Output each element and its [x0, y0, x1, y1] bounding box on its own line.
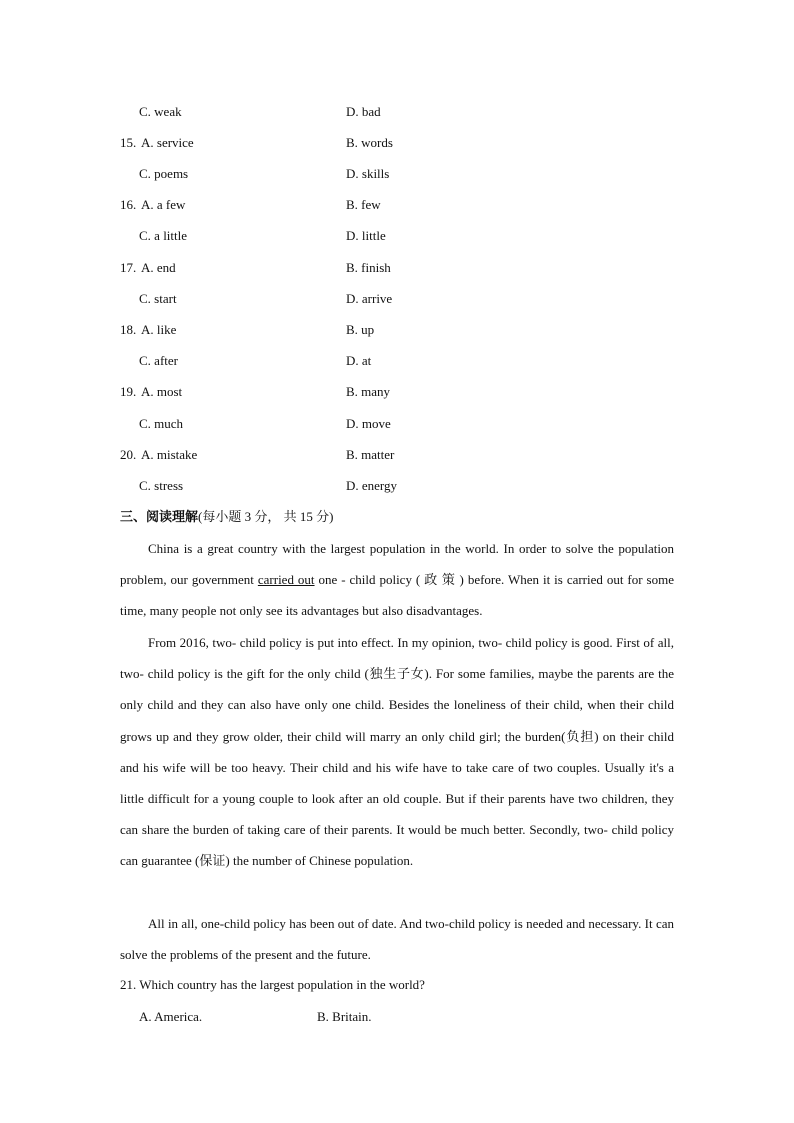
option-a: A. like: [141, 322, 177, 337]
option-d: D. energy: [346, 478, 398, 493]
paragraph-3-text: All in all, one-child policy has been out of date. And two-child policy is needed and necessary. It can solve the problems of the present and the future.: [120, 916, 674, 963]
option-c: C. a little: [139, 228, 188, 243]
section-heading: [120, 507, 333, 527]
option-b: B. words: [346, 135, 393, 150]
option-b: B. many: [346, 384, 391, 399]
option-a: A. America.: [139, 1009, 203, 1024]
paragraph-2-text: From 2016, two- child policy is put into effect. In my opinion, two- child policy is good. First of all, two- child policy is the gift for the only child (独生子女). For some families, maybe the parents are the only child and they can also have only one child. Besides the loneliness of their child, when their child grows up and they grow older, their child will marry an only child girl; the burden(负担) on their child and his wife will be too heavy. Their child and his wife have to take care of two couples. Usually it's a little difficult for a young couple to look after an old couple. But if their parents have two children, they can share the burden of taking care of their parents. It would be much better. Secondly, two- child policy can guarantee (保证) the number of Chinese population.: [120, 635, 674, 869]
question-number: 18.: [120, 322, 137, 337]
question-number: 20.: [120, 447, 137, 462]
section-note: (每小题 3 分， 共 15 分): [198, 509, 334, 524]
option-c: C. much: [139, 416, 184, 431]
option-b: B. few: [346, 197, 381, 212]
option-d: D. at: [346, 353, 372, 368]
option-a: A. service: [141, 135, 194, 150]
question-number: 16.: [120, 197, 137, 212]
option-c: C. start: [139, 291, 177, 306]
option-a: A. a few: [141, 197, 186, 212]
option-d: D. little: [346, 228, 386, 243]
option-b: B. matter: [346, 447, 395, 462]
option-a: A. mistake: [141, 447, 198, 462]
option-b: B. up: [346, 322, 375, 337]
question-number: 15.: [120, 135, 137, 150]
option-c: C. stress: [139, 478, 184, 493]
question-21-stem: 21. Which country has the largest population in the world?: [120, 977, 425, 992]
option-d: D. skills: [346, 166, 390, 181]
option-d: D. arrive: [346, 291, 393, 306]
passage-paragraph-3: [120, 908, 674, 970]
option-b: B. finish: [346, 260, 391, 275]
option-b: B. Britain.: [317, 1009, 372, 1024]
question-number: 17.: [120, 260, 137, 275]
option-d: D. bad: [346, 104, 381, 119]
question-number: 19.: [120, 384, 137, 399]
option-a: A. most: [141, 384, 183, 399]
option-d: D. move: [346, 416, 391, 431]
option-c: C. poems: [139, 166, 189, 181]
option-c: C. after: [139, 353, 178, 368]
section-title: 三、阅读理解: [120, 509, 199, 524]
passage-paragraph-1: [120, 533, 674, 627]
paragraph-1-text-after: one - child policy ( 政 策 ) before. When it is carried out for some time, many people not only see its advantages but also disadvantages.: [120, 572, 674, 619]
passage-paragraph-2: [120, 627, 674, 877]
underlined-phrase: carried out: [257, 572, 315, 588]
paragraph-1-text-before: China is a great country with the largest population in the world. In order to solve the population problem, our government: [120, 541, 674, 588]
option-a: A. end: [141, 260, 176, 275]
option-c: C. weak: [139, 104, 182, 119]
